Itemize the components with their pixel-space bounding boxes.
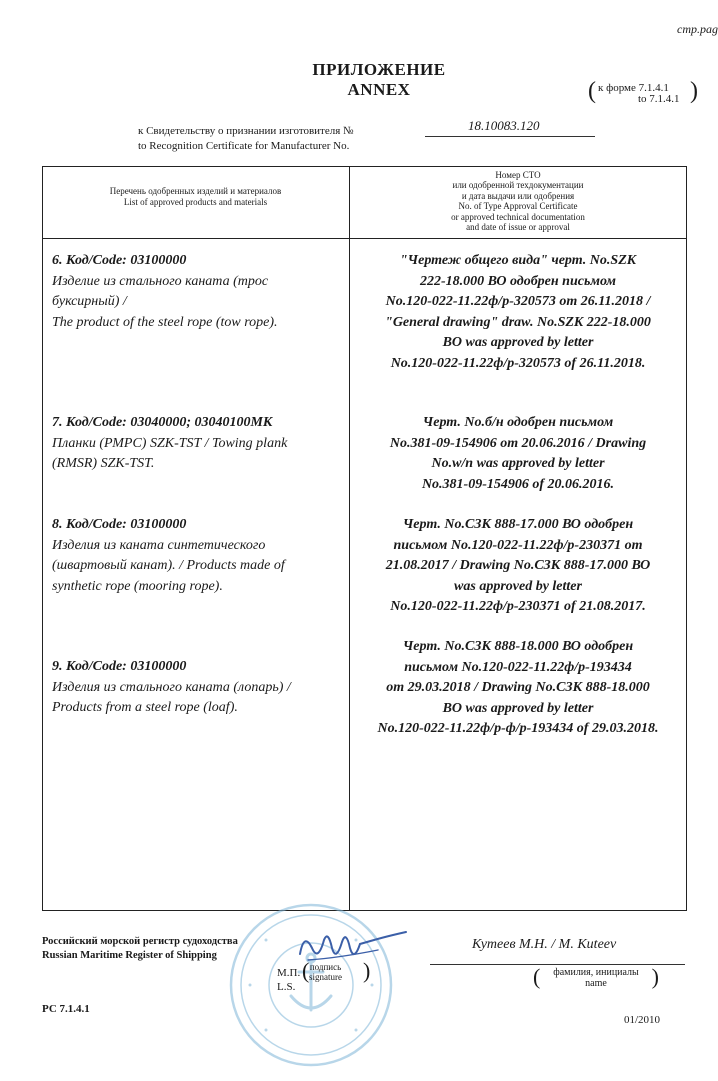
header-right-line: или одобренной техдокументации — [452, 180, 584, 191]
table-row-item-6 — [52, 251, 344, 333]
mp-label: М.П. — [277, 967, 301, 979]
certificate-label-en: to Recognition Certificate for Manufacturer No. — [138, 140, 350, 152]
doc-line: No.381-09-154906 от 20.06.2016 / Drawing — [389, 435, 647, 451]
seal-place-label — [277, 966, 300, 994]
item-line: Изделие из стального каната (трос — [52, 273, 269, 289]
table-row-doc-7 — [353, 413, 683, 495]
header-left-ru: Перечень одобренных изделий и материалов — [109, 186, 282, 196]
doc-line: No.120-022-11.22ф/р-320573 of 26.11.2018. — [390, 355, 646, 371]
signature-caption: ( подпись signature ) — [302, 958, 371, 983]
table-row-doc-6 — [353, 251, 683, 374]
item-line: Изделия из каната синтетического — [52, 537, 266, 553]
header-right-line: Номер СТО — [495, 170, 541, 180]
doc-line: BO was approved by letter — [442, 700, 594, 716]
footer-organization — [42, 935, 238, 963]
table-header-right — [349, 170, 687, 232]
item-code: 9. Код/Code: 03100000 — [52, 659, 187, 674]
item-code: 6. Код/Code: 03100000 — [52, 253, 187, 268]
form-reference-en: to 7.1.4.1 — [638, 93, 680, 105]
item-line: Products from a steel rope (loaf). — [52, 700, 238, 715]
doc-line: письмом No.120-022-11.22ф/р-230371 от — [393, 537, 643, 553]
doc-line: Черт. No.СЗК 888-17.000 ВО одобрен — [402, 517, 634, 532]
signer-caption-en: name — [585, 978, 607, 989]
doc-line: No.120-022-11.22ф/р-230371 of 21.08.2017. — [390, 599, 646, 614]
organization-name-ru: Российский морской регистр судоходства — [42, 936, 238, 947]
header-right-line: No. of Type Approval Certificate — [458, 201, 578, 212]
table-header-divider — [42, 238, 687, 239]
item-line: synthetic rope (mooring rope). — [52, 578, 223, 594]
table-row-doc-9 — [353, 637, 683, 740]
item-line: буксирный) / — [52, 294, 127, 309]
item-line: Планки (РМРС) SZK-TST / Towing plank — [52, 435, 288, 451]
doc-line: No.381-09-154906 of 20.06.2016. — [421, 476, 615, 492]
table-row-doc-8 — [353, 515, 683, 618]
signer-name: Кутеев М.Н. / M. Kuteev — [472, 937, 617, 952]
table-header-left — [42, 186, 349, 208]
doc-line: No.120-022-11.22ф/р-320573 от 26.11.2018 / — [385, 294, 651, 309]
doc-line: Черт. No.СЗК 888-18.000 ВО одобрен — [402, 639, 634, 654]
form-code: РС 7.1.4.1 — [42, 1003, 90, 1015]
item-line: (RMSR) SZK-TST. — [52, 456, 155, 471]
doc-line: 21.08.2017 / Drawing No.СЗК 888-17.000 ВО — [385, 558, 651, 573]
title-english: ANNEX — [347, 80, 411, 99]
doc-line: 222-18.000 ВО одобрен письмом — [419, 273, 617, 289]
doc-line: No.w/n was approved by letter — [431, 456, 605, 471]
title-russian: ПРИЛОЖЕНИЕ — [312, 60, 446, 79]
signature-caption-ru: подпись — [309, 962, 342, 972]
item-code: 7. Код/Code: 03040000; 03040100МК — [52, 415, 273, 430]
table-row-item-8 — [52, 515, 344, 597]
table-row-item-7 — [52, 413, 344, 475]
table-row-item-9 — [52, 657, 344, 719]
doc-line: Черт. No.б/н одобрен письмом — [422, 415, 614, 430]
table-column-divider — [349, 166, 350, 911]
item-code: 8. Код/Code: 03100000 — [52, 517, 187, 532]
form-reference-ru: к форме 7.1.4.1 — [598, 82, 669, 94]
doc-line: "Чертеж общего вида" черт. No.SZK — [399, 253, 637, 268]
certificate-number-underline — [425, 136, 595, 137]
signature-caption-en: signature — [309, 972, 342, 982]
header-right-line: or approved technical documentation — [451, 211, 585, 222]
ls-label: L.S. — [277, 981, 296, 993]
doc-line: BO was approved by letter — [442, 335, 594, 350]
doc-line: was approved by letter — [454, 578, 582, 594]
form-edition: 01/2010 — [624, 1014, 661, 1026]
certificate-label — [138, 124, 354, 154]
doc-line: от 29.03.2018 / Drawing No.СЗК 888-18.000 — [386, 680, 650, 695]
certificate-number: 18.10083.120 — [468, 118, 540, 133]
item-line: The product of the steel rope (tow rope). — [52, 314, 278, 330]
doc-line: "General drawing" draw. No.SZK 222-18.000 — [385, 314, 651, 330]
item-line: (швартовый канат). / Products made of — [52, 558, 285, 573]
header-left-en: List of approved products and materials — [123, 197, 268, 207]
signer-name-underline — [430, 964, 685, 965]
signer-caption: ( фамилия, инициалы name ) — [533, 964, 659, 989]
signer-caption-ru: фамилия, инициалы — [553, 967, 639, 978]
organization-name-en: Russian Maritime Register of Shipping — [42, 950, 217, 961]
doc-line: No.120-022-11.22ф/р-ф/р-193434 of 29.03.2018. — [377, 721, 659, 736]
header-right-line: и дата выдачи или одобрения — [461, 190, 575, 201]
doc-line: письмом No.120-022-11.22ф/р-193434 — [404, 659, 632, 675]
page-reference: стр.pag — [677, 22, 718, 36]
header-right-line: and date of issue or approval — [466, 222, 570, 233]
certificate-label-ru: к Свидетельству о признании изготовителя № — [138, 125, 354, 137]
item-line: Изделия из стального каната (лопарь) / — [52, 679, 291, 695]
